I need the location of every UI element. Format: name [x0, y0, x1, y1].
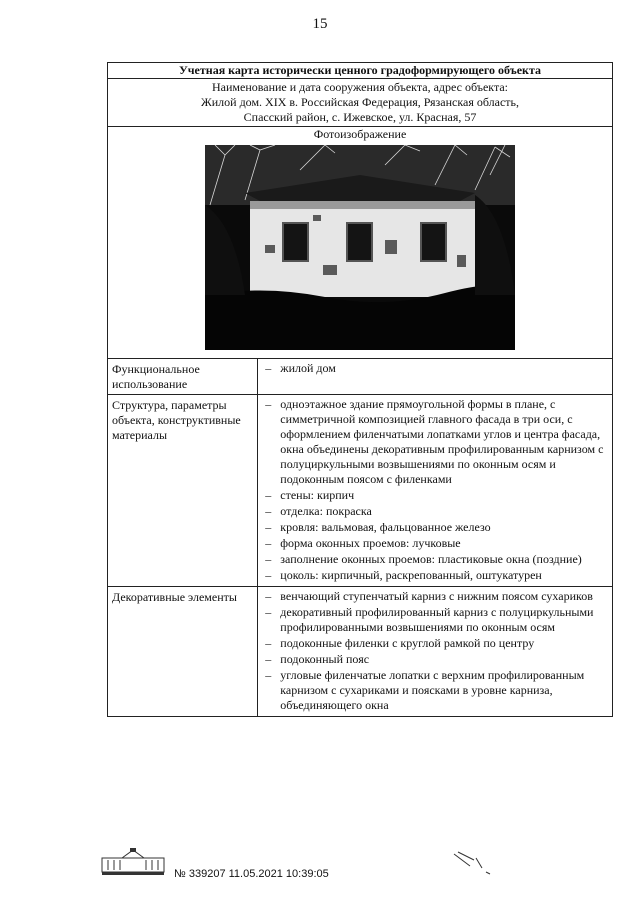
row-label-decorative: Декоративные элементы	[108, 587, 258, 717]
list-item: – подоконный пояс	[258, 652, 608, 667]
photo-cell	[108, 127, 613, 359]
row-label-structure: Структура, параметры объекта, конструктивные материалы	[108, 395, 258, 587]
list-item: – отделка: покраска	[258, 504, 608, 519]
document-registration-id: № 339207 11.05.2021 10:39:05	[174, 868, 329, 880]
list-item: – форма оконных проемов: лучковые	[258, 536, 608, 551]
building-logo-icon	[100, 848, 166, 876]
list-item: – заполнение оконных проемов: пластиковые окна (поздние)	[258, 552, 608, 567]
list-item: – кровля: вальмовая, фальцованное железо	[258, 520, 608, 535]
page-number: 15	[312, 16, 328, 32]
list-item: – декоративный профилированный карниз с полуциркульными профилированными возвышениями по оконным осям	[258, 605, 608, 635]
list-item: – венчающий ступенчатый карниз с нижним поясом сухариков	[258, 589, 608, 604]
list-item: – стены: кирпич	[258, 488, 608, 503]
list-item: – цоколь: кирпичный, раскрепованный, оштукатурен	[258, 568, 608, 583]
row-decorative	[108, 587, 613, 717]
row-structure	[108, 395, 613, 587]
name-line-1: Наименование и дата сооружения объекта, адрес объекта:	[211, 80, 509, 94]
object-name-cell	[108, 79, 613, 127]
row-content-functional-use	[258, 359, 613, 395]
list-item: – одноэтажное здание прямоугольной формы в плане, с симметричной композицией главного фасада в три оси, с оформлением филенчатыми лопатками углов и центра фасада, окна объединены декоративным профилированным карнизом с полуциркульными возвышениями по оконным осям и подоконным поясом с филенками	[258, 397, 608, 487]
list-item: – подоконные филенки с круглой рамкой по центру	[258, 636, 608, 651]
record-card-table	[107, 62, 613, 717]
list-item: – угловые филенчатые лопатки с верхним профилированным карнизом с сухариками и поясками в уровне карниза, объединяющего окна	[258, 668, 608, 713]
signature-mark	[452, 848, 502, 878]
name-line-3: Спасский район, с. Ижевское, ул. Красная, 57	[243, 110, 477, 124]
row-label-functional-use: Функциональное использование	[108, 359, 258, 395]
photo-label: Фотоизображение	[313, 127, 407, 141]
row-functional-use	[108, 359, 613, 395]
name-line-2: Жилой дом. XIX в. Российская Федерация, Рязанская область,	[200, 95, 520, 109]
card-title: Учетная карта исторически ценного градоформирующего объекта	[108, 63, 613, 79]
list-item: – жилой дом	[258, 361, 608, 376]
row-content-decorative	[258, 587, 613, 717]
row-content-structure	[258, 395, 613, 587]
house-photo	[205, 145, 515, 350]
page-footer	[100, 848, 620, 888]
